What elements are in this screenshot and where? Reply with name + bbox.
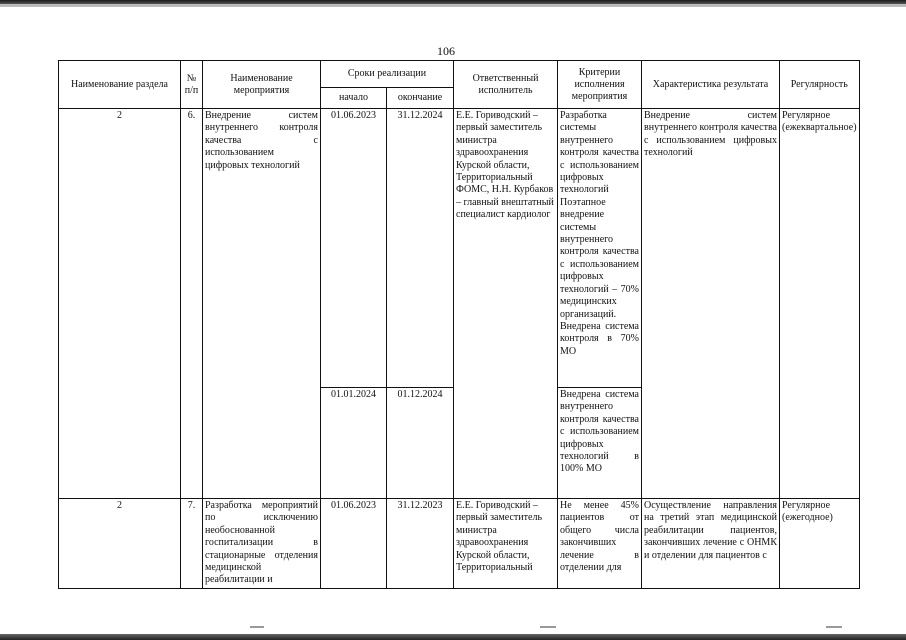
cell-responsible: Е.Е. Гориводский – первый заместитель министра здравоохранения Курской области, Территориальный	[454, 499, 558, 589]
cell-responsible: Е.Е. Гориводский – первый заместитель министра здравоохранения Курской области, Территориальный ФОМС, Н.Н. Курбаков – главный внештатный специалист кардиолог	[454, 109, 558, 499]
header-regularity: Регулярность	[780, 61, 860, 109]
scan-edge-bottom	[0, 634, 906, 640]
page-number: 106	[437, 44, 455, 58]
cell-end: 01.12.2024	[387, 388, 454, 499]
cell-section: 2	[59, 109, 181, 499]
header-row-1	[59, 61, 860, 88]
header-start: начало	[321, 88, 387, 109]
cell-event: Внедрение систем внутреннего контроля качества с использованием цифровых технологий	[203, 109, 321, 499]
cell-start: 01.06.2023	[321, 109, 387, 388]
cell-event: Разработка мероприятий по исключению необоснованной госпитализации в стационарные отделения медицинской реабилитации и	[203, 499, 321, 589]
header-event-name: Наименование мероприятия	[203, 61, 321, 109]
cell-number: 6.	[181, 109, 203, 499]
cell-criteria: Не менее 45% пациентов от общего числа закончивших лечение в отделении для	[558, 499, 642, 589]
header-number: № п/п	[181, 61, 203, 109]
cell-end: 31.12.2024	[387, 109, 454, 388]
cell-criteria: Разработка системы внутреннего контроля качества с использованием цифровых технологий Поэтапное внедрение системы внутреннего контроля качества с использованием цифровых технологий – 70% медицинских организаций. Внедрена система контроля в 70% МО	[558, 109, 642, 388]
header-result: Характеристика результата	[642, 61, 780, 109]
cell-result: Внедрение систем внутреннего контроля качества с использованием цифровых технологий	[642, 109, 780, 499]
cell-end: 31.12.2023	[387, 499, 454, 589]
cell-start: 01.06.2023	[321, 499, 387, 589]
scan-edge-top-shadow	[0, 4, 906, 7]
cell-regularity: Регулярное (ежеквартальное)	[780, 109, 860, 499]
header-end: окончание	[387, 88, 454, 109]
header-criteria: Критерии исполнения мероприятия	[558, 61, 642, 109]
cell-criteria: Внедрена система внутреннего контроля качества с использованием цифровых технологий в 100% МО	[558, 388, 642, 499]
header-responsible: Ответственный исполнитель	[454, 61, 558, 109]
cell-start: 01.01.2024	[321, 388, 387, 499]
header-section-name: Наименование раздела	[59, 61, 181, 109]
table-row	[59, 499, 860, 589]
cell-section: 2	[59, 499, 181, 589]
cell-regularity: Регулярное (ежегодное)	[780, 499, 860, 589]
cell-result: Осуществление направления на третий этап медицинской реабилитации пациентов, закончивших лечение с ОНМК и отделении для пациентов с	[642, 499, 780, 589]
table-row	[59, 109, 860, 388]
scan-artifacts	[0, 626, 906, 632]
cell-number: 7.	[181, 499, 203, 589]
activities-table	[58, 60, 860, 589]
header-terms: Сроки реализации	[321, 61, 454, 88]
